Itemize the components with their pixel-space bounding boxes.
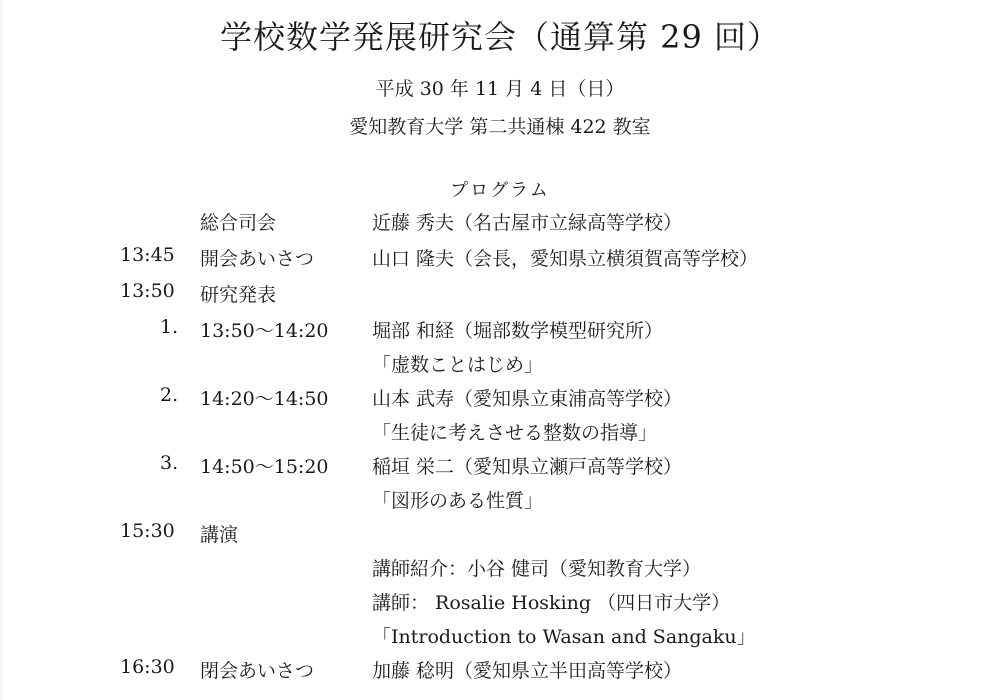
program-row-lecture xyxy=(0,520,1000,548)
program-row-opening xyxy=(0,244,1000,272)
talk-topic-row xyxy=(0,418,1000,446)
opening-person: 山口 隆夫（会長，愛知県立横須賀高等学校） xyxy=(372,248,759,270)
talk-row xyxy=(0,384,1000,412)
event-date: 平成 30 年 11 月 4 日（日） xyxy=(375,78,625,100)
host-person: 近藤 秀夫（名古屋市立緑高等学校） xyxy=(372,212,683,234)
program-heading: プログラム xyxy=(450,180,550,201)
lecture-time: 15:30 xyxy=(120,520,175,542)
talk-row xyxy=(0,316,1000,344)
talk-topic: 「虚数ことはじめ」 xyxy=(372,354,544,376)
talk-time: 13:50～14:20 xyxy=(200,320,329,342)
talk-time: 14:20～14:50 xyxy=(200,388,329,410)
closing-label: 閉会あいさつ xyxy=(200,660,315,682)
lecture-topic: 「Introduction to Wasan and Sangaku」 xyxy=(372,626,756,648)
talk-topic-row xyxy=(0,486,1000,514)
talk-number: 1. xyxy=(160,316,179,338)
closing-time: 16:30 xyxy=(120,656,175,678)
talk-number: 3. xyxy=(160,452,179,474)
talk-speaker: 稲垣 栄二（愛知県立瀬戸高等学校） xyxy=(372,456,683,478)
opening-time: 13:45 xyxy=(120,244,175,266)
talk-speaker: 堀部 和経（堀部数学模型研究所） xyxy=(372,320,664,342)
event-venue: 愛知教育大学 第二共通棟 422 教室 xyxy=(349,116,651,138)
lecturer: 講師： Rosalie Hosking （四日市大学） xyxy=(372,592,731,614)
opening-label: 開会あいさつ xyxy=(200,248,315,270)
talk-speaker: 山本 武寿（愛知県立東浦高等学校） xyxy=(372,388,683,410)
lecture-intro-row xyxy=(0,554,1000,582)
talk-row xyxy=(0,452,1000,480)
program-row-research xyxy=(0,280,1000,308)
talk-time: 14:50～15:20 xyxy=(200,456,329,478)
talk-topic: 「生徒に考えさせる整数の指導」 xyxy=(372,422,658,444)
host-label: 総合司会 xyxy=(200,212,277,234)
research-label: 研究発表 xyxy=(200,284,277,306)
document-title: 学校数学発展研究会（通算第 29 回） xyxy=(219,18,781,56)
closing-person: 加藤 稔明（愛知県立半田高等学校） xyxy=(372,660,683,682)
talk-number: 2. xyxy=(160,384,179,406)
lecture-topic-row xyxy=(0,622,1000,650)
talk-topic: 「図形のある性質」 xyxy=(372,490,544,512)
research-time: 13:50 xyxy=(120,280,175,302)
talk-topic-row xyxy=(0,350,1000,378)
lecture-intro: 講師紹介：小谷 健司（愛知教育大学） xyxy=(372,558,702,580)
program-row-host xyxy=(0,208,1000,236)
lecture-label: 講演 xyxy=(200,524,239,546)
lecturer-row xyxy=(0,588,1000,616)
program-row-closing xyxy=(0,656,1000,684)
